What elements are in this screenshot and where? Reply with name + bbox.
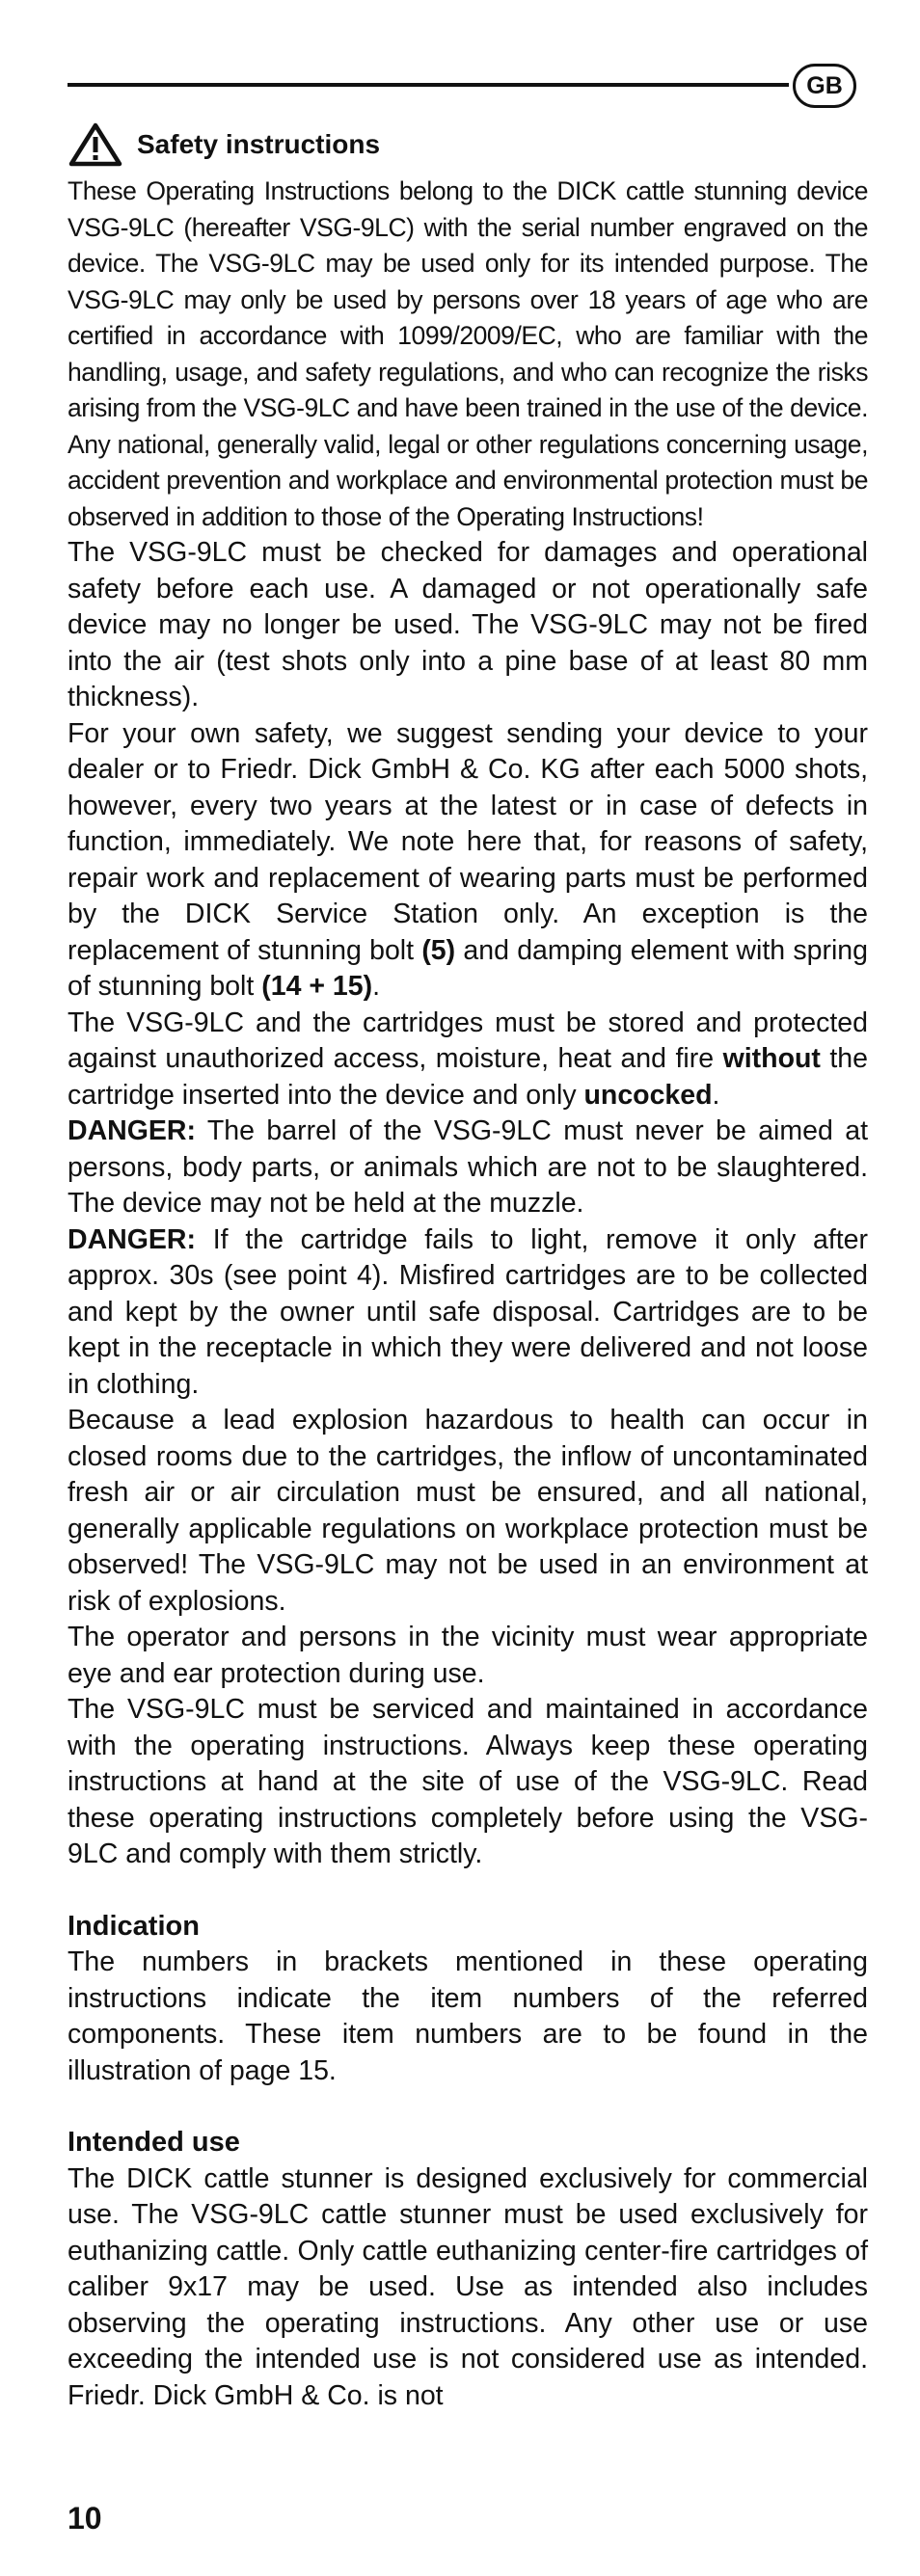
safety-paragraph-4: The VSG-9LC and the cartridges must be stored and protected against unauthorized access, moisture, heat and fire without the cartridge inserted into the device and only uncocked. <box>68 1006 868 1111</box>
safety-title: Safety instructions <box>137 129 381 159</box>
language-badge: GB <box>793 64 856 108</box>
indication-title: Indication <box>68 1910 200 1942</box>
intended-use-title: Intended use <box>68 2127 240 2158</box>
indication-paragraph: The numbers in brackets mentioned in these operating instructions indicate the item numbers of the referred components. These item numbers are to be found in the illustration of page 15. <box>68 1946 868 2086</box>
safety-paragraph-9: The VSG-9LC must be serviced and maintained in accordance with the operating instructions. Always keep these operating instructions at hand at the site of use of the VSG-9LC. Read these operating instructions completely before using the VSG-9LC and comply with them strictly. <box>68 1694 868 1869</box>
page-content <box>68 121 868 2414</box>
danger-paragraph-1: DANGER: The barrel of the VSG-9LC must never be aimed at persons, body parts, or animals which are not to be slaughtered. The device may not be held at the muzzle. <box>68 1115 868 1219</box>
danger-paragraph-2: DANGER: If the cartridge fails to light, remove it only after approx. 30s (see point 4). Misfired cartridges are to be collected and kept by the owner until safe disposal. Cartridges are to be kept in the receptacle in which they were delivered and not loose in clothing. <box>68 1223 868 1400</box>
safety-paragraph-3: For your own safety, we suggest sending your device to your dealer or to Friedr. Dick GmbH & Co. KG after each 5000 shots, however, every two years at the latest or in case of defects in function, immediately. We note here that, for reasons of safety, repair work and replacement of wearing parts must be performed by the DICK Service Station only. An exception is the replacement of stunning bolt (5) and damping element with spring of stunning bolt (14 + 15). <box>68 717 868 1002</box>
safety-paragraph-7: Because a lead explosion hazardous to health can occur in closed rooms due to the cartridges, the inflow of uncontaminated fresh air or air circulation must be ensured, and all national, generally applicable regulations on workplace protection must be observed! The VSG-9LC may not be used in an environment at risk of explosions. <box>68 1405 868 1617</box>
safety-paragraph-1: These Operating Instructions belong to the DICK cattle stunning device VSG-9LC (hereafter VSG-9LC) with the serial number engraved on the device. The VSG-9LC may be used only for its intended purpose. The VSG-9LC may only be used by persons over 18 years of age who are certified in accordance with 1099/2009/EC, who are familiar with the handling, usage, and safety regulations, and who can recognize the risks arising from the VSG-9LC and have been trained in the use of the device. Any national, generally valid, legal or other regulations concerning usage, accident prevention and workplace and environmental protection must be observed in addition to those of the Operating Instructions! <box>68 176 868 531</box>
danger-label: DANGER: <box>68 1115 196 1146</box>
warning-triangle-icon <box>68 121 123 168</box>
page-number: 10 <box>68 2501 102 2536</box>
safety-heading <box>68 121 868 168</box>
safety-paragraph-2: The VSG-9LC must be checked for damages and operational safety before each use. A damaged or not operationally safe device may no longer be used. The VSG-9LC may not be fired into the air (test shots only into a pine base of at least 80 mm thickness). <box>68 537 868 712</box>
safety-paragraph-8: The operator and persons in the vicinity must wear appropriate eye and ear protection during use. <box>68 1622 868 1689</box>
intended-use-paragraph: The DICK cattle stunner is designed exclusively for commercial use. The VSG-9LC cattle stunner must be used exclusively for euthanizing cattle. Only cattle euthanizing center-fire cartridges of caliber 9x17 may be used. Use as intended also includes observing the operating instructions. Any other use or use exceeding the intended use is not considered use as intended. Friedr. Dick GmbH & Co. is not <box>68 2162 868 2411</box>
header-rule <box>68 83 789 87</box>
danger-label: DANGER: <box>68 1223 196 1255</box>
